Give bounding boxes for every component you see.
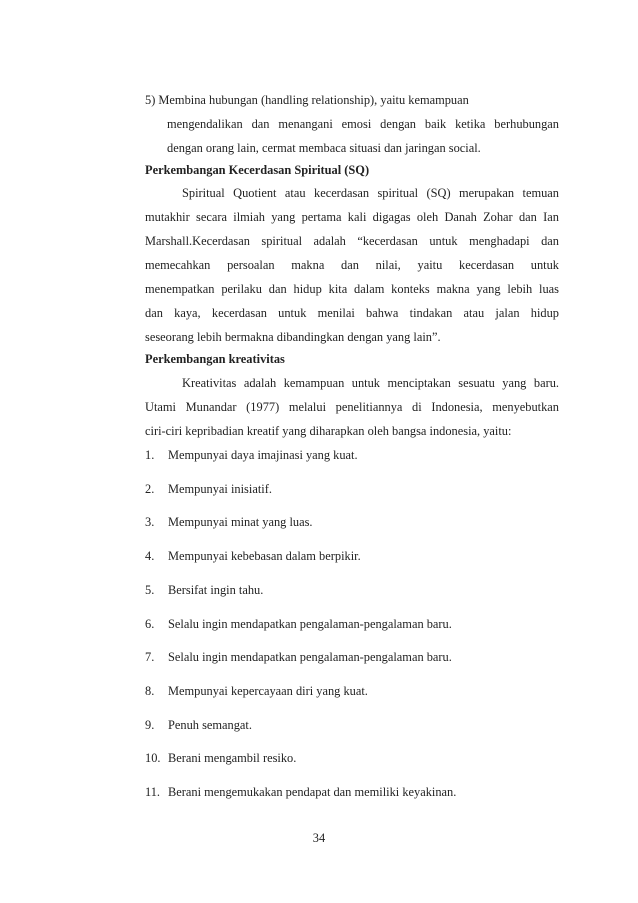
list-item: Mempunyai kebebasan dalam berpikir. (168, 549, 361, 563)
list-item: Selalu ingin mendapatkan pengalaman-pengalaman baru. (168, 650, 452, 664)
sq-line-1: Spiritual Quotient atau kecerdasan spiritual (SQ) merupakan temuan (182, 186, 559, 200)
sq-line-5: menempatkan perilaku dan hidup kita dalam konteks makna yang lebih luas (145, 282, 559, 296)
intro-line-2: mengendalikan dan menangani emosi dengan baik ketika berhubungan (167, 117, 559, 131)
kreativitas-line-1: Kreativitas adalah kemampuan untuk menciptakan sesuatu yang baru. (182, 376, 559, 390)
sq-line-6: dan kaya, kecerdasan untuk menilai bahwa tindakan atau jalan hidup (145, 306, 559, 320)
list-item: Penuh semangat. (168, 718, 252, 732)
list-item-number: 5. (145, 583, 155, 597)
sq-line-4: memecahkan persoalan makna dan nilai, yaitu kecerdasan untuk (145, 258, 559, 272)
list-item-number: 9. (145, 718, 155, 732)
list-item: Mempunyai minat yang luas. (168, 515, 313, 529)
list-item-number: 10. (145, 751, 161, 765)
list-item: Selalu ingin mendapatkan pengalaman-pengalaman baru. (168, 617, 452, 631)
list-item-number: 3. (145, 515, 155, 529)
kreativitas-line-3: ciri-ciri kepribadian kreatif yang diharapkan oleh bangsa indonesia, yaitu: (145, 424, 512, 438)
list-item: Mempunyai inisiatif. (168, 482, 272, 496)
list-item-number: 8. (145, 684, 155, 698)
sq-line-7: seseorang lebih bermakna dibandingkan dengan yang lain”. (145, 330, 441, 344)
list-item-number: 11. (145, 785, 161, 799)
intro-line-3: dengan orang lain, cermat membaca situasi dan jaringan social. (167, 141, 481, 155)
list-item-number: 7. (145, 650, 155, 664)
page-number: 34 (312, 831, 326, 845)
list-item: Berani mengambil resiko. (168, 751, 297, 765)
list-item-number: 6. (145, 617, 155, 631)
list-item-number: 1. (145, 448, 155, 462)
list-item-number: 4. (145, 549, 155, 563)
sq-line-2: mutakhir secara ilmiah yang pertama kali digagas oleh Danah Zohar dan Ian (145, 210, 559, 224)
sq-line-3: Marshall.Kecerdasan spiritual adalah “kecerdasan untuk menghadapi dan (145, 234, 559, 248)
list-item-number: 2. (145, 482, 155, 496)
section-heading-sq: Perkembangan Kecerdasan Spiritual (SQ) (145, 163, 370, 177)
intro-line-1: 5) Membina hubungan (handling relationship), yaitu kemampuan (145, 93, 469, 107)
kreativitas-line-2: Utami Munandar (1977) melalui penelitiannya di Indonesia, menyebutkan (145, 400, 559, 414)
list-item: Berani mengemukakan pendapat dan memiliki keyakinan. (168, 785, 457, 799)
list-item: Mempunyai daya imajinasi yang kuat. (168, 448, 358, 462)
list-item: Bersifat ingin tahu. (168, 583, 264, 597)
list-item: Mempunyai kepercayaan diri yang kuat. (168, 684, 368, 698)
section-heading-kreativitas: Perkembangan kreativitas (145, 352, 285, 366)
